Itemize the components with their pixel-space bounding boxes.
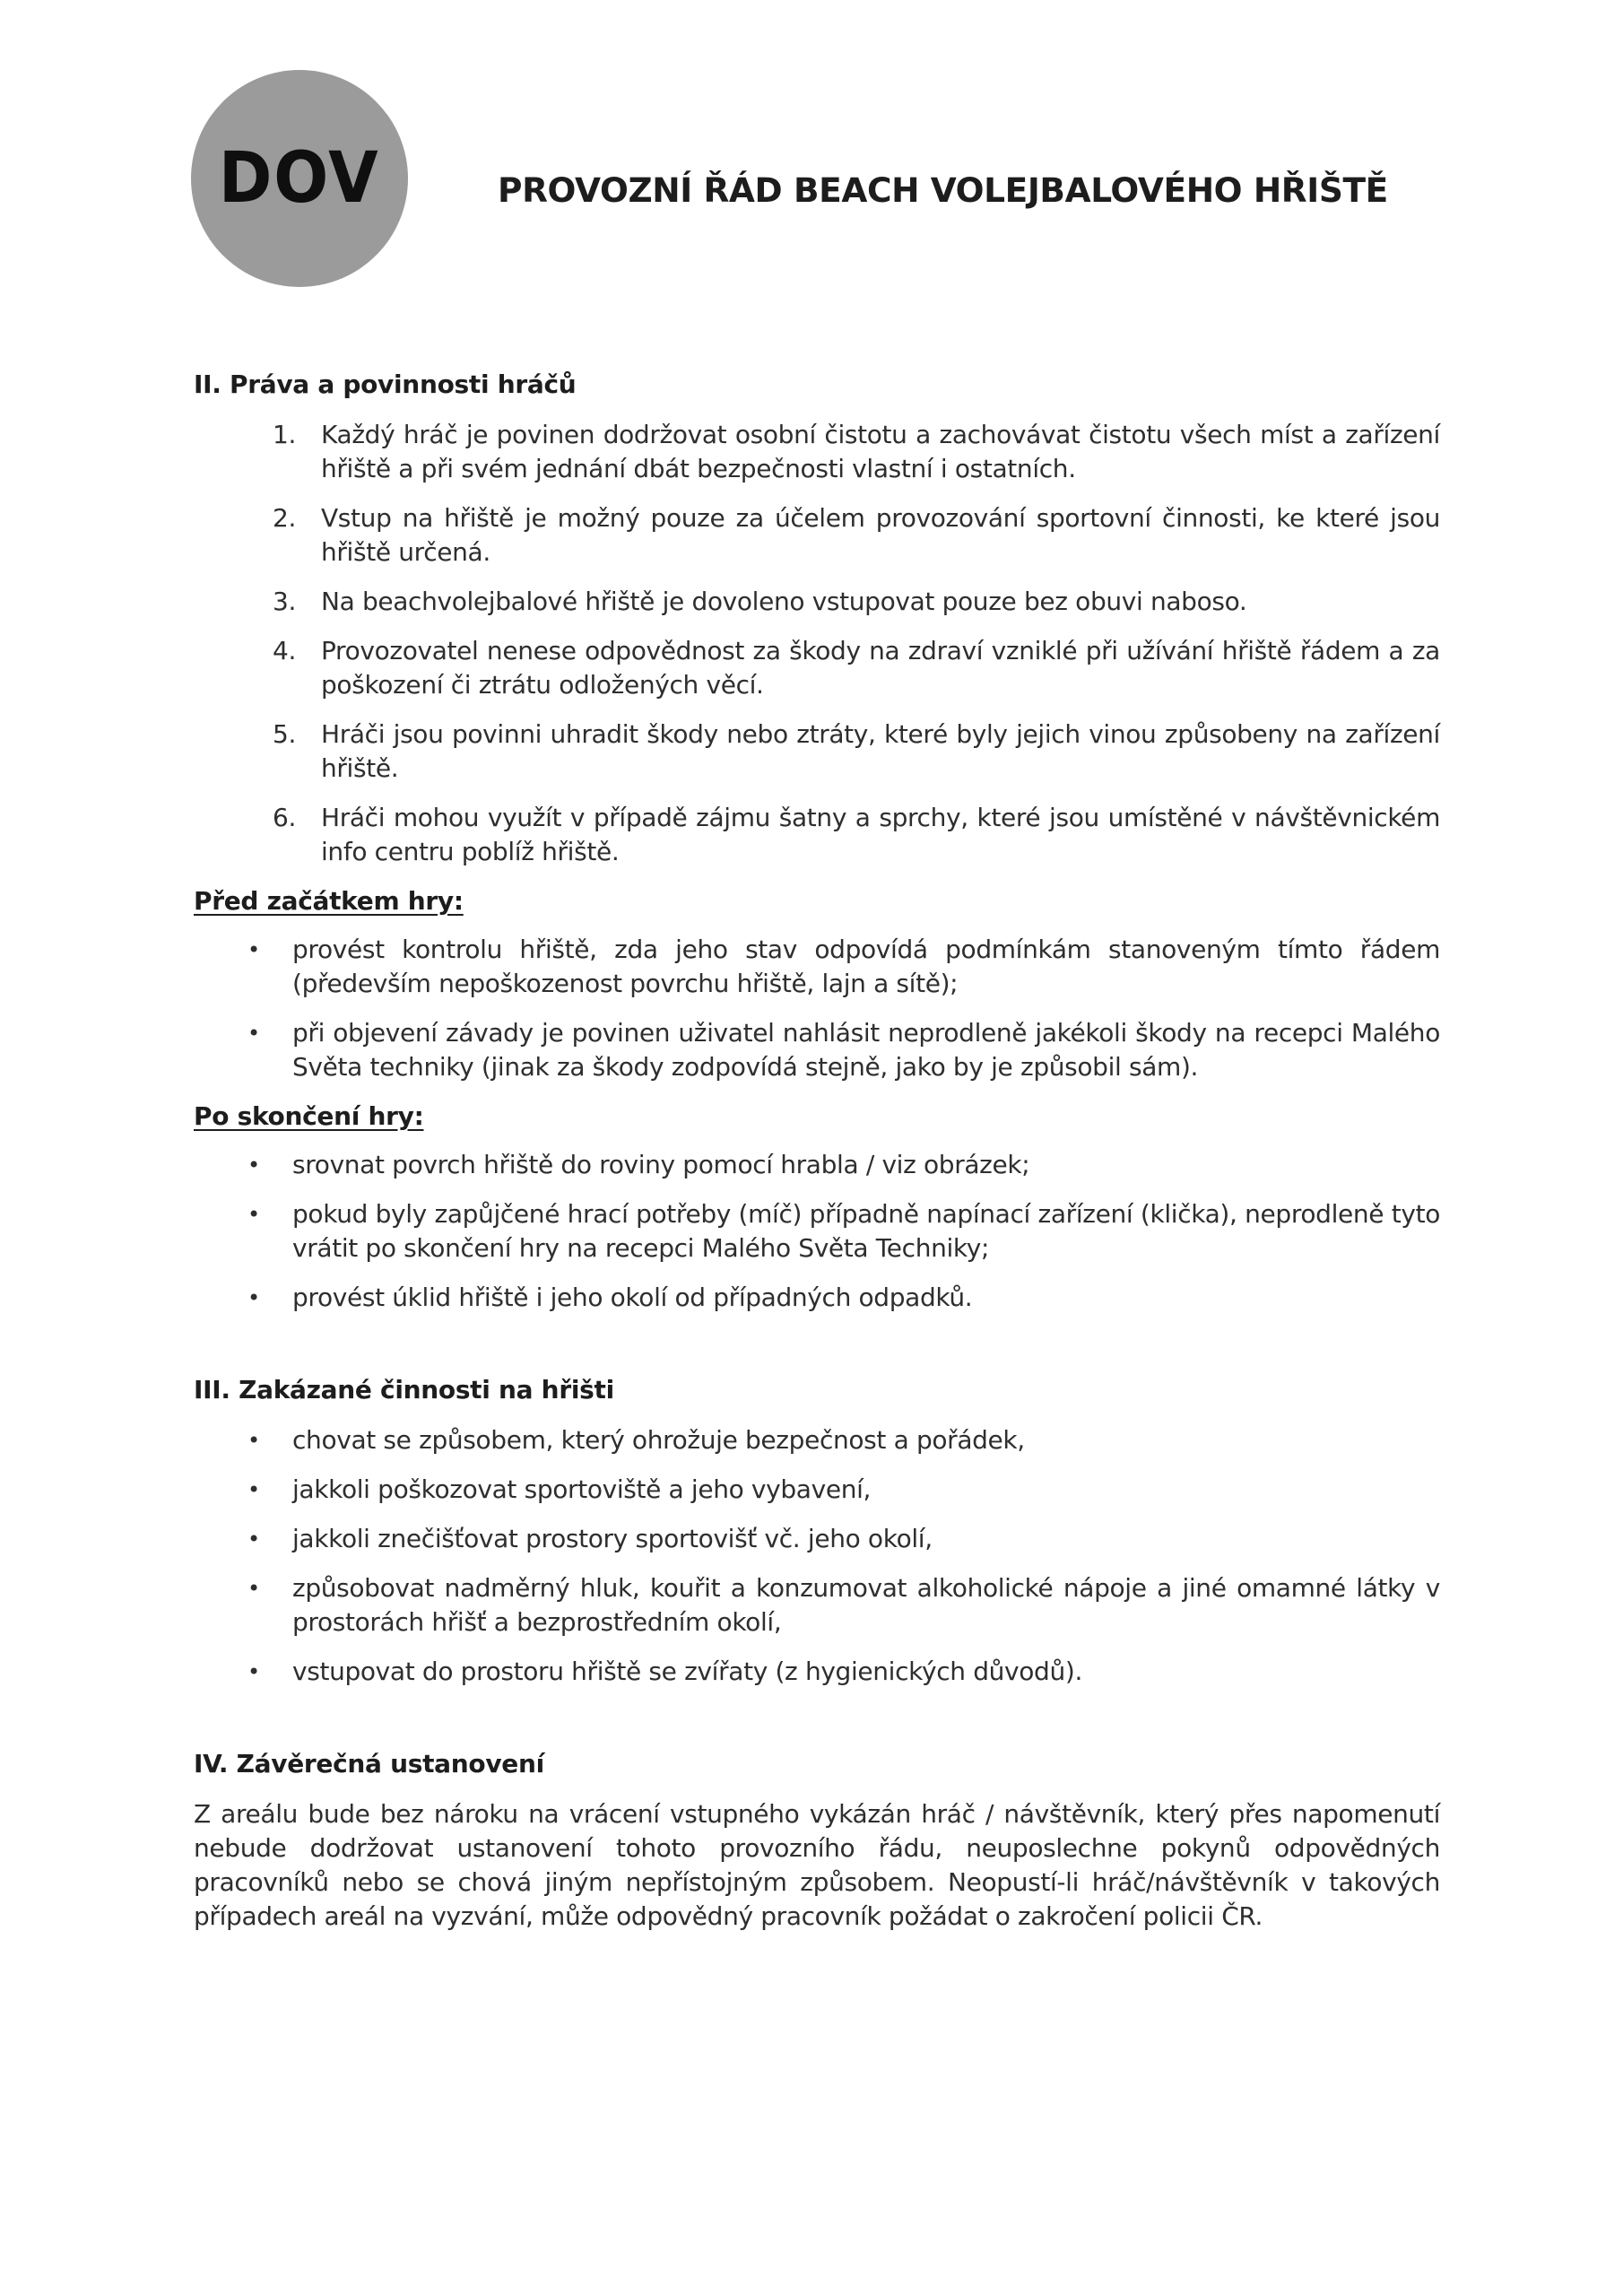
item-text: provést úklid hřiště i jeho okolí od případných odpadků. — [292, 1283, 973, 1312]
after-game-list — [194, 1148, 1440, 1315]
section-2-heading: II. Práva a povinnosti hráčů — [194, 370, 577, 399]
list-item — [194, 933, 1440, 1001]
item-text: pokud byly zapůjčené hrací potřeby (míč) případně napínací zařízení (klička), neprodleně tyto vrátit po skončení hry na recepci Malého Světa Techniky; — [292, 1199, 1440, 1263]
list-item — [194, 1655, 1440, 1689]
list-item — [194, 1197, 1440, 1265]
list-item — [194, 801, 1440, 869]
list-item — [194, 1148, 1440, 1182]
section-4-heading: IV. Závěrečná ustanovení — [194, 1749, 544, 1779]
bullet-icon: • — [247, 1576, 260, 1601]
section-3-heading: III. Zakázané činnosti na hřišti — [194, 1375, 614, 1405]
list-item — [194, 634, 1440, 702]
bullet-icon: • — [247, 1202, 260, 1227]
item-text: Hráči mohou využít v případě zájmu šatny a sprchy, které jsou umístěné v návštěvnickém info centru poblíž hřiště. — [321, 803, 1440, 866]
item-text: Každý hráč je povinen dodržovat osobní čistotu a zachovávat čistotu všech míst a zařízení hřiště a při svém jednání dbát bezpečnosti vlastní i ostatních. — [321, 420, 1440, 483]
bullet-icon: • — [247, 1477, 260, 1502]
list-item — [194, 718, 1440, 786]
document-title: PROVOZNÍ ŘÁD BEACH VOLEJBALOVÉHO HŘIŠTĚ — [498, 170, 1388, 210]
item-text: srovnat povrch hřiště do roviny pomocí hrabla / viz obrázek; — [292, 1150, 1030, 1179]
final-provisions-text: Z areálu bude bez nároku na vrácení vstupného vykázán hráč / návštěvník, který přes napomenutí nebude dodržovat ustanovení tohoto provozního řádu, neuposlechne pokynů odpovědných pracovníků nebo se chová jiným nepřístojným způsobem. Neopustí-li hráč/návštěvník v takových případech areál na vyzvání, může odpovědný pracovník požádat o zakročení policii ČR. — [194, 1799, 1440, 1931]
list-item — [194, 1571, 1440, 1639]
list-item — [194, 1016, 1440, 1084]
bullet-icon: • — [247, 1285, 260, 1310]
item-number: 5. — [273, 719, 297, 749]
item-number: 2. — [273, 503, 297, 533]
logo-text: DOV — [219, 138, 380, 219]
rights-duties-list — [194, 418, 1440, 869]
item-text: vstupovat do prostoru hřiště se zvířaty (z hygienických důvodů). — [292, 1657, 1082, 1686]
item-text: jakkoli znečišťovat prostory sportovišť vč. jeho okolí, — [292, 1524, 933, 1553]
item-number: 4. — [273, 636, 297, 665]
item-text: Na beachvolejbalové hřiště je dovoleno vstupovat pouze bez obuvi naboso. — [321, 587, 1247, 616]
item-number: 3. — [273, 587, 297, 616]
dov-logo — [191, 70, 408, 287]
bullet-icon: • — [247, 1152, 260, 1178]
item-text: Provozovatel nenese odpovědnost za škody na zdraví vzniklé při užívání hřiště řádem a za poškození či ztrátu odložených věcí. — [321, 636, 1440, 700]
item-text: chovat se způsobem, který ohrožuje bezpečnost a pořádek, — [292, 1425, 1025, 1455]
item-text: způsobovat nadměrný hluk, kouřit a konzumovat alkoholické nápoje a jiné omamné látky v prostorách hřišť a bezprostředním okolí, — [292, 1573, 1440, 1637]
item-number: 1. — [273, 420, 297, 449]
list-item — [194, 418, 1440, 486]
before-game-heading: Před začátkem hry: — [194, 886, 464, 916]
bullet-icon: • — [247, 1021, 260, 1046]
list-item — [194, 1473, 1440, 1507]
item-text: Vstup na hřiště je možný pouze za účelem provozování sportovní činnosti, ke které jsou hřiště určená. — [321, 503, 1440, 567]
item-text: jakkoli poškozovat sportoviště a jeho vybavení, — [292, 1474, 872, 1504]
prohibited-activities-list — [194, 1423, 1440, 1689]
item-text: provést kontrolu hřiště, zda jeho stav odpovídá podmínkám stanoveným tímto řádem (především nepoškozenost povrchu hřiště, lajn a sítě); — [292, 935, 1440, 998]
list-item — [194, 585, 1440, 619]
bullet-icon: • — [247, 1526, 260, 1552]
before-game-list — [194, 933, 1440, 1084]
after-game-heading: Po skončení hry: — [194, 1101, 424, 1131]
bullet-icon: • — [247, 1659, 260, 1684]
document-body — [194, 368, 1440, 1934]
list-item — [194, 1522, 1440, 1556]
item-text: Hráči jsou povinni uhradit škody nebo ztráty, které byly jejich vinou způsobeny na zařízení hřiště. — [321, 719, 1440, 783]
list-item — [194, 1423, 1440, 1457]
item-text: při objevení závady je povinen uživatel nahlásit neprodleně jakékoli škody na recepci Malého Světa techniky (jinak za škody zodpovídá stejně, jako by je způsobil sám). — [292, 1018, 1440, 1082]
item-number: 6. — [273, 803, 297, 832]
list-item — [194, 501, 1440, 570]
bullet-icon: • — [247, 937, 260, 962]
list-item — [194, 1281, 1440, 1315]
bullet-icon: • — [247, 1428, 260, 1453]
